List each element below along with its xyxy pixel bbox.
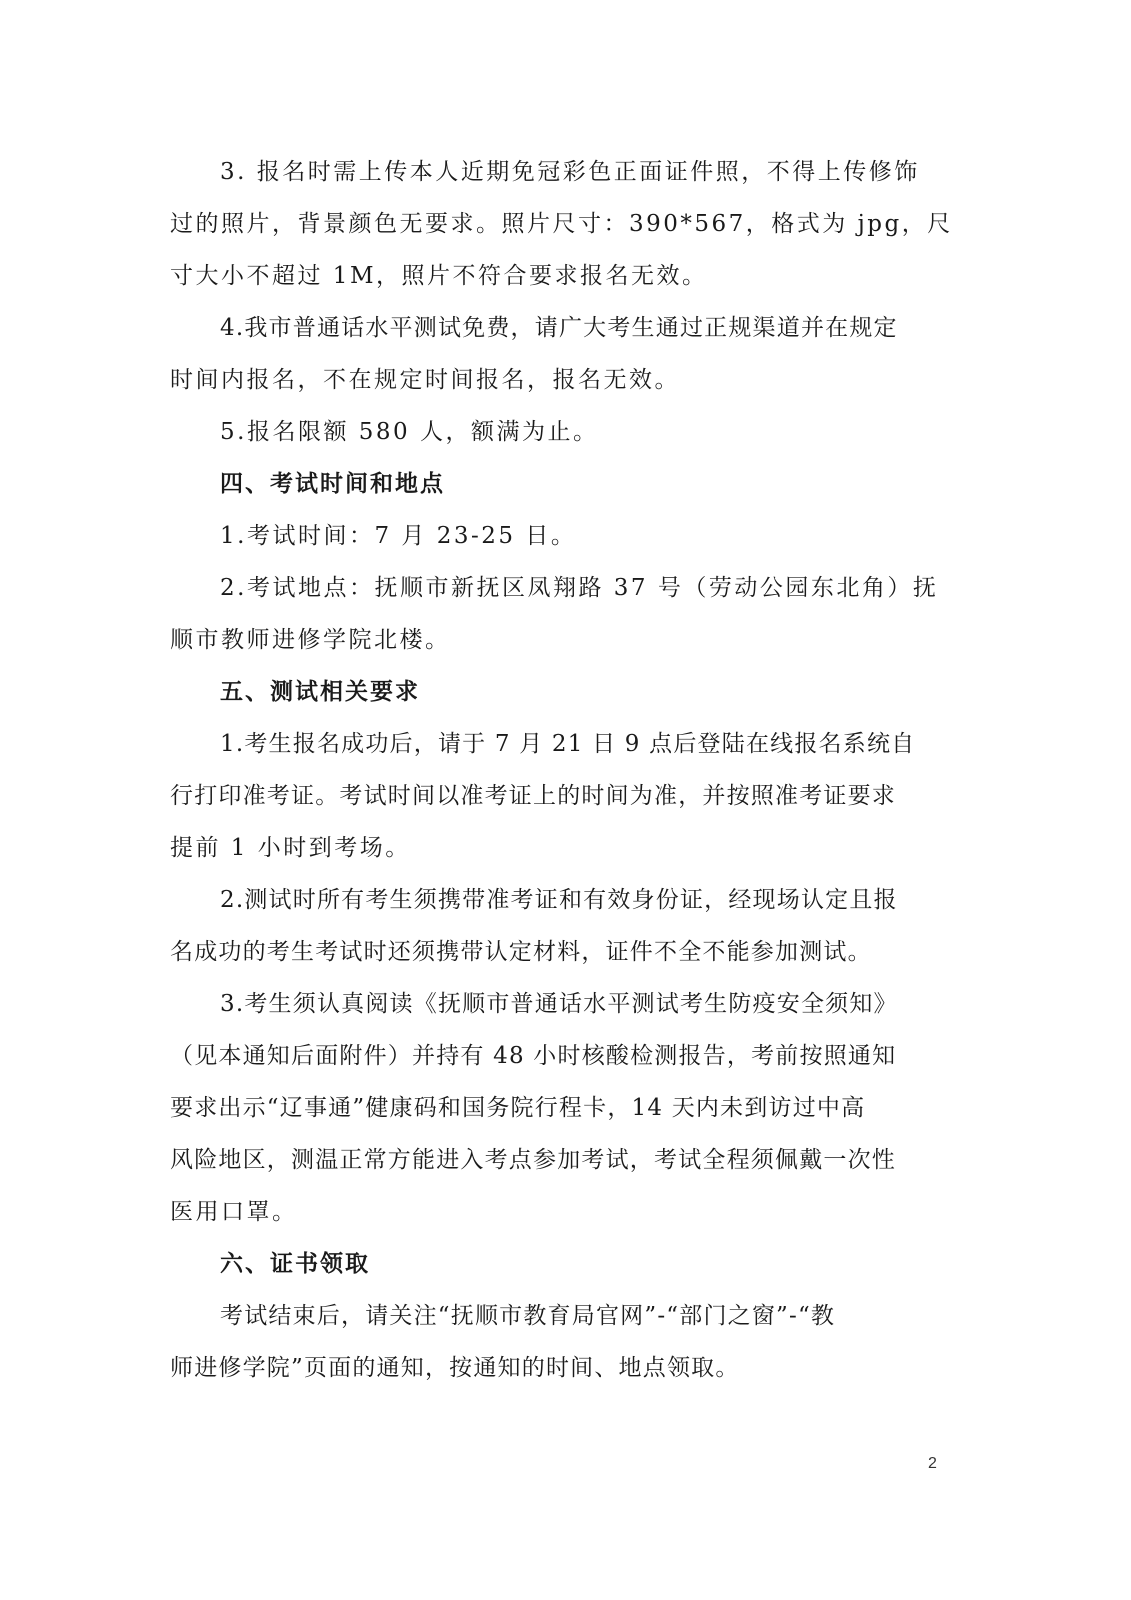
section-exam-time-location [170,458,940,666]
section-certificate-collection [170,1238,940,1394]
text-line: 风险地区，测温正常方能进入考点参加考试，考试全程须佩戴一次性 [170,1147,896,1173]
section-heading: 六、证书领取 [220,1251,370,1277]
text-line: 顺市教师进修学院北楼。 [170,627,451,653]
text-line: 行打印准考证。考试时间以准考证上的时间为准，并按照准考证要求 [170,783,896,809]
text-line: 提前 1 小时到考场。 [170,835,411,861]
text-line: 4.我市普通话水平测试免费，请广大考生通过正规渠道并在规定 [220,315,898,341]
text-line: 过的照片，背景颜色无要求。照片尺寸：390*567，格式为 jpg，尺 [170,211,953,237]
text-line: 师进修学院”页面的通知，按通知的时间、地点领取。 [170,1355,740,1381]
page-number: 2 [928,1455,937,1472]
text-line: 寸大小不超过 1M，照片不符合要求报名无效。 [170,263,708,289]
text-line: 2.考试地点：抚顺市新抚区凤翔路 37 号（劳动公园东北角）抚 [220,575,939,601]
text-line: 1.考试时间：7 月 23-25 日。 [220,523,577,549]
text-line: 2.测试时所有考生须携带准考证和有效身份证，经现场认定且报 [220,887,898,913]
document-body [170,146,953,1394]
text-line: 5.报名限额 580 人，额满为止。 [220,419,599,445]
text-line: 考试结束后，请关注“抚顺市教育局官网”-“部门之窗”-“教 [220,1303,836,1329]
paragraph-photo-requirements [170,146,953,302]
text-line: 时间内报名，不在规定时间报名，报名无效。 [170,367,680,393]
text-line: 要求出示“辽事通”健康码和国务院行程卡，14 天内未到访过中高 [170,1095,866,1121]
paragraph-free-test [170,302,940,406]
section-heading: 四、考试时间和地点 [220,471,445,497]
section-heading: 五、测试相关要求 [220,679,420,705]
text-line: （见本通知后面附件）并持有 48 小时核酸检测报告，考前按照通知 [170,1043,897,1069]
text-line: 医用口罩。 [170,1199,298,1225]
text-line: 3. 报名时需上传本人近期免冠彩色正面证件照，不得上传修饰 [220,159,920,185]
text-line: 名成功的考生考试时还须携带认定材料，证件不全不能参加测试。 [170,939,872,965]
text-line: 3.考生须认真阅读《抚顺市普通话水平测试考生防疫安全须知》 [220,991,898,1017]
paragraph-quota [170,406,940,458]
text-line: 1.考生报名成功后，请于 7 月 21 日 9 点后登陆在线报名系统自 [220,731,916,757]
section-test-requirements [170,666,940,1238]
